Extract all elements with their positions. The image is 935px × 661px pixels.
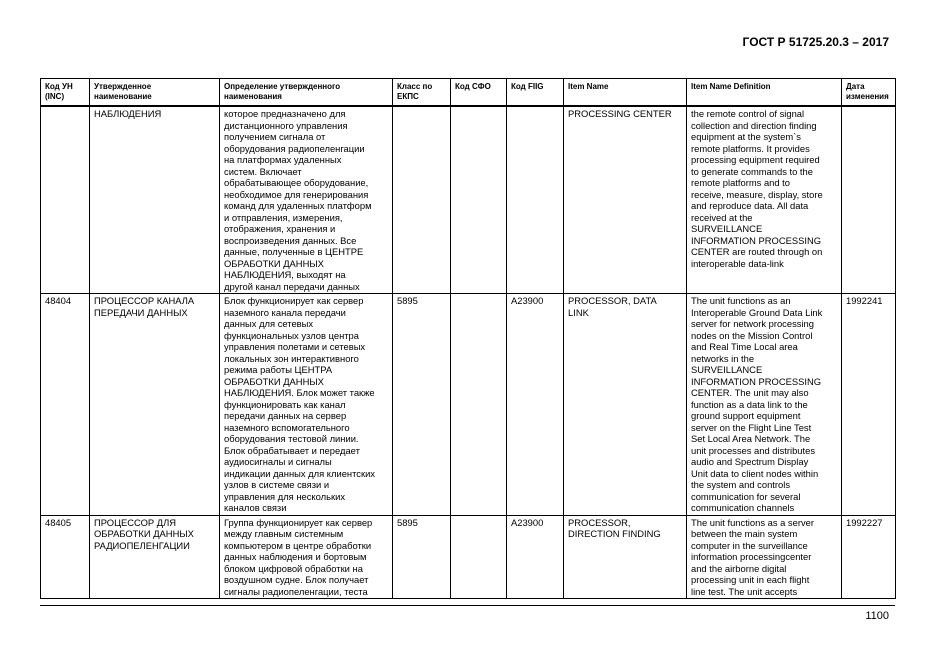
cell-ekps-class: [393, 106, 451, 294]
cell-item-name: PROCESSOR, DIRECTION FINDING: [564, 515, 687, 599]
header-fiig-code: Код FIIG: [507, 79, 564, 107]
header-item-name: Item Name: [564, 79, 687, 107]
cell-name-definition: Блок функционирует как сервер наземного канала передачи данных для сетевых функциональных узлов центра управления полетами и сетевых локальных зон интерактивного режима работы ЦЕНТРА ОБРАБОТКИ ДАННЫХ НАБЛЮДЕНИЯ. Блок может также функционировать как канал передачи данных на сервер наземного вспомогательного оборудования тестовой линии. Блок обрабатывает и передает аудиосигналы и сигналы индикации данных для клиентских узлов в системе связи и управления для нескольких каналов связи: [220, 294, 393, 516]
header-change-date: Дата изменения: [842, 79, 896, 107]
page-number: 1100: [865, 610, 889, 622]
cell-sfo-code: [451, 294, 507, 516]
cell-change-date: 1992241: [842, 294, 896, 516]
cell-approved-name: НАБЛЮДЕНИЯ: [90, 106, 220, 294]
header-sfo-code: Код СФО: [451, 79, 507, 107]
cell-item-name-definition: The unit functions as a server between the main system computer in the surveillance information processingcenter and the airborne digital processing unit in each flight line test. The unit accepts: [687, 515, 842, 599]
table-row: [41, 106, 896, 294]
cell-item-name: PROCESSING CENTER: [564, 106, 687, 294]
cell-fiig-code: A23900: [507, 294, 564, 516]
cell-change-date: 1992227: [842, 515, 896, 599]
table-row: [41, 515, 896, 599]
cell-item-name-definition: the remote control of signal collection and direction finding equipment at the system`s remote platforms. It provides processing equipment required to generate commands to the remote platforms and to receive, measure, display, store and reproduce data. All data received at the SURVEILLANCE INFORMATION PROCESSING CENTER are routed through on interoperable data-link: [687, 106, 842, 294]
header-item-name-definition: Item Name Definition: [687, 79, 842, 107]
cell-ekps-class: 5895: [393, 515, 451, 599]
nomenclature-table: [40, 78, 896, 599]
cell-sfo-code: [451, 106, 507, 294]
header-approved-name: Утвержденное наименование: [90, 79, 220, 107]
cell-approved-name: ПРОЦЕССОР КАНАЛА ПЕРЕДАЧИ ДАННЫХ: [90, 294, 220, 516]
table-header-row: [41, 79, 896, 107]
cell-fiig-code: [507, 106, 564, 294]
table-bottom-rule: [40, 605, 895, 606]
document-standard-header: ГОСТ Р 51725.20.3 – 2017: [742, 35, 889, 49]
cell-item-name: PROCESSOR, DATA LINK: [564, 294, 687, 516]
cell-name-definition: которое предназначено для дистанционного управления получением сигнала от оборудования радиопеленгации на платформах удаленных систем. Включает обрабатывающее оборудование, необходимое для генерирования команд для удаленных платформ и отправления, измерения, отображения, хранения и воспроизведения данных. Все данные, полученные в ЦЕНТРЕ ОБРАБОТКИ ДАННЫХ НАБЛЮДЕНИЯ, выходят на другой канал передачи данных: [220, 106, 393, 294]
table-row: [41, 294, 896, 516]
header-name-definition: Определение утвержденного наименования: [220, 79, 393, 107]
cell-inc: 48405: [41, 515, 90, 599]
cell-sfo-code: [451, 515, 507, 599]
cell-name-definition: Группа функционирует как сервер между главным системным компьютером в центре обработки данных наблюдения и бортовым блоком цифровой обработки на воздушном судне. Блок получает сигналы радиопеленгации, теста: [220, 515, 393, 599]
cell-fiig-code: A23900: [507, 515, 564, 599]
header-ekps-class: Класс по ЕКПС: [393, 79, 451, 107]
cell-inc: 48404: [41, 294, 90, 516]
cell-inc: [41, 106, 90, 294]
cell-change-date: [842, 106, 896, 294]
header-inc: Код УН (INC): [41, 79, 90, 107]
cell-item-name-definition: The unit functions as an Interoperable Ground Data Link server for network processing nodes on the Mission Control and Real Time Local area networks in the SURVEILLANCE INFORMATION PROCESSING CENTER. The unit may also function as a data link to the ground support equipment server on the Flight Line Test Set Local Area Network. The unit processes and distributes audio and Spectrum Display Unit data to client nodes within the system and controls communication for several communication channels: [687, 294, 842, 516]
cell-approved-name: ПРОЦЕССОР ДЛЯ ОБРАБОТКИ ДАННЫХ РАДИОПЕЛЕНГАЦИИ: [90, 515, 220, 599]
cell-ekps-class: 5895: [393, 294, 451, 516]
